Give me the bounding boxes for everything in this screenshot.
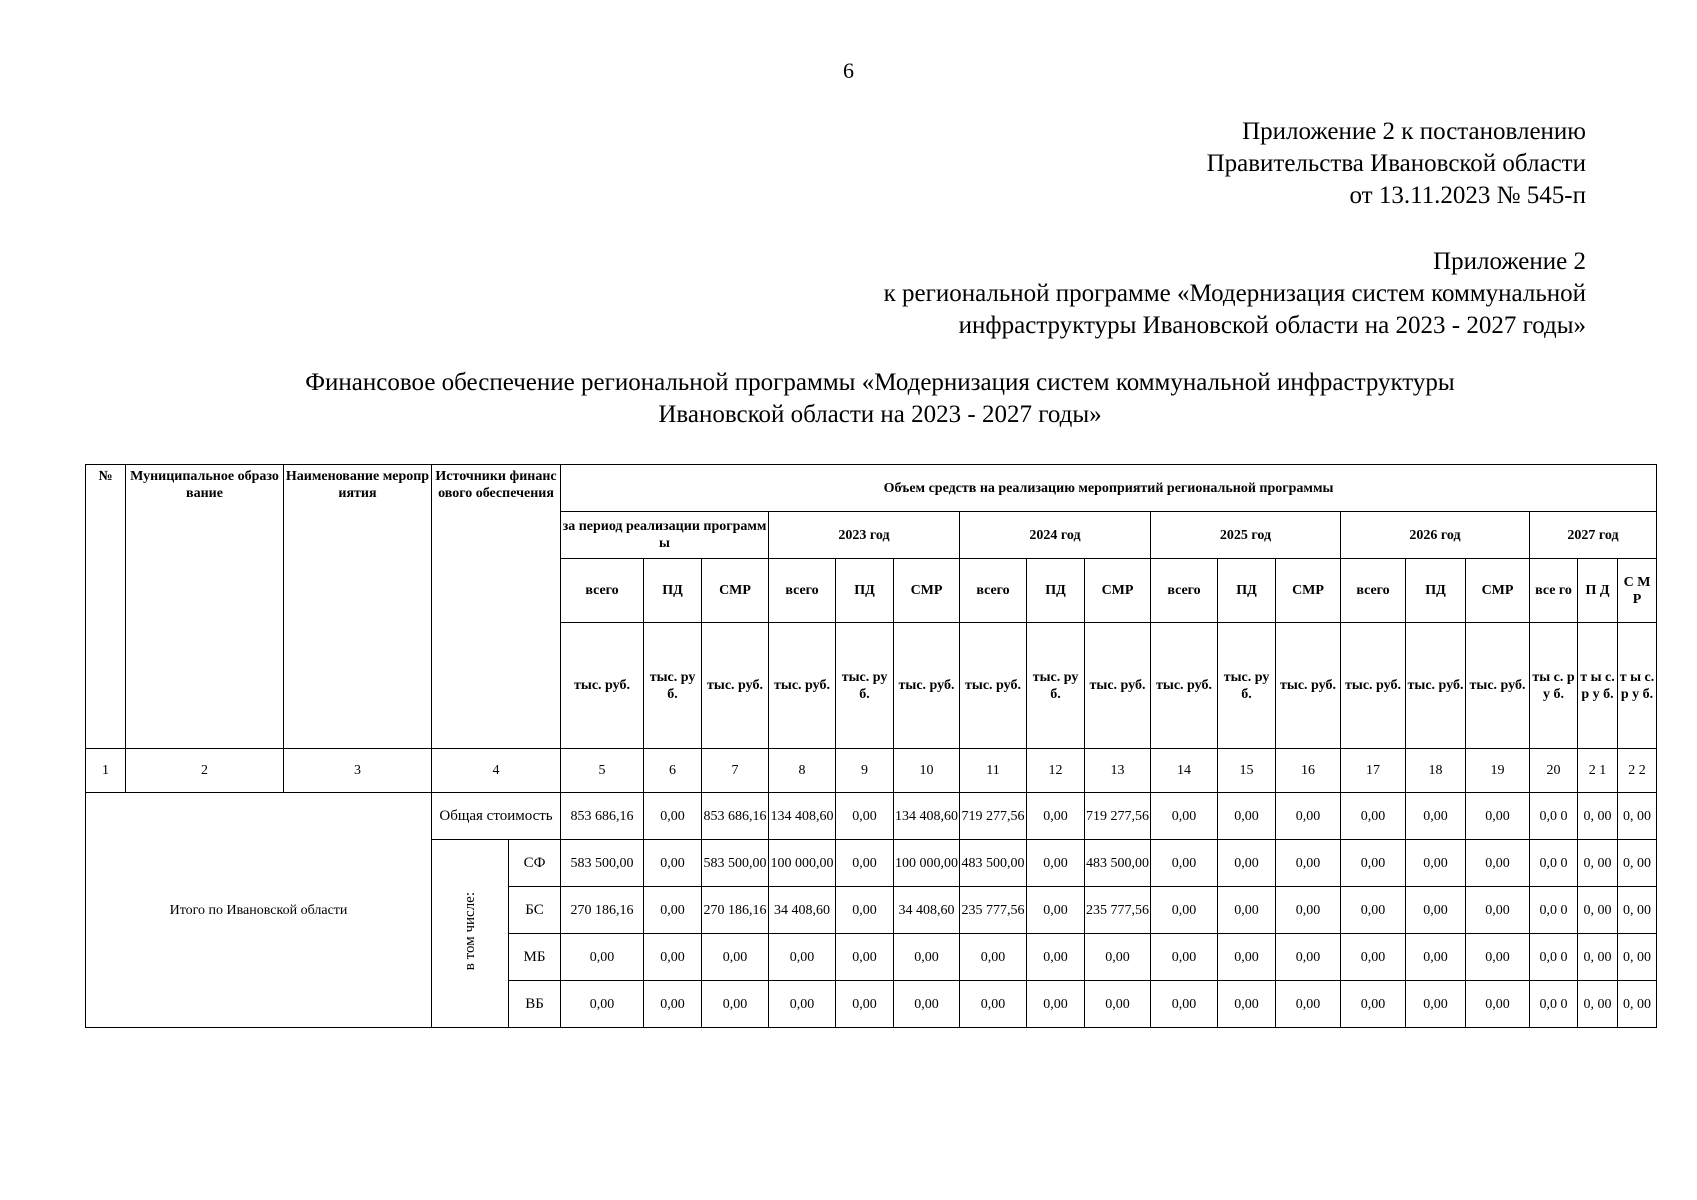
header-unit: тыс. руб. (960, 623, 1027, 749)
header-pd: ПД (1027, 559, 1085, 623)
column-number: 8 (769, 749, 836, 793)
header-unit: тыс. руб. (1151, 623, 1218, 749)
value-cell: 0,00 (1085, 981, 1151, 1028)
header-smr: СМР (1085, 559, 1151, 623)
header-municipality: Муниципальное образование (126, 465, 284, 749)
column-number: 6 (644, 749, 702, 793)
in-that-number-label (432, 840, 509, 1028)
value-cell: 0,00 (1151, 934, 1218, 981)
column-number: 17 (1341, 749, 1406, 793)
value-cell: 0,00 (960, 934, 1027, 981)
column-number: 9 (836, 749, 894, 793)
row-label-vb: ВБ (509, 981, 561, 1028)
header-smr: СМР (894, 559, 960, 623)
header-total: всего (769, 559, 836, 623)
value-cell: 270 186,16 (561, 887, 644, 934)
column-number: 15 (1218, 749, 1276, 793)
appendix-line: Приложение 2 к постановлению (1242, 118, 1586, 145)
value-cell: 0,0 0 (1530, 840, 1578, 887)
appendix-line: инфраструктуры Ивановской области на 2023 - 2027 годы» (958, 312, 1586, 339)
column-number: 3 (284, 749, 432, 793)
value-cell: 100 000,00 (894, 840, 960, 887)
value-cell: 0, 00 (1578, 793, 1618, 840)
value-cell: 0,00 (1218, 887, 1276, 934)
title-line: Ивановской области на 2023 - 2027 годы» (658, 401, 1102, 428)
header-total: всего (561, 559, 644, 623)
column-number: 2 (126, 749, 284, 793)
header-smr: СМР (702, 559, 769, 623)
header-year-2026: 2026 год (1341, 512, 1530, 559)
value-cell: 0,00 (1218, 934, 1276, 981)
value-cell: 583 500,00 (561, 840, 644, 887)
value-cell: 0, 00 (1578, 887, 1618, 934)
value-cell: 0,00 (1466, 934, 1530, 981)
column-number: 10 (894, 749, 960, 793)
column-number: 1 (86, 749, 126, 793)
column-number: 2 2 (1618, 749, 1657, 793)
appendix-line: Приложение 2 (1433, 248, 1586, 275)
value-cell: 0,00 (1276, 887, 1341, 934)
header-pd: ПД (836, 559, 894, 623)
column-number: 16 (1276, 749, 1341, 793)
value-cell: 0,00 (836, 934, 894, 981)
header-unit: тыс. руб. (836, 623, 894, 749)
value-cell: 583 500,00 (702, 840, 769, 887)
value-cell: 719 277,56 (960, 793, 1027, 840)
value-cell: 483 500,00 (960, 840, 1027, 887)
value-cell: 0,00 (836, 887, 894, 934)
value-cell: 0,00 (1151, 981, 1218, 1028)
value-cell: 0,00 (561, 981, 644, 1028)
value-cell: 0,00 (1276, 981, 1341, 1028)
header-unit: тыс. руб. (1276, 623, 1341, 749)
header-unit: тыс. руб. (644, 623, 702, 749)
value-cell: 0,00 (1406, 981, 1466, 1028)
value-cell: 0,00 (1027, 840, 1085, 887)
appendix-line: Правительства Ивановской области (1206, 150, 1586, 177)
header-unit: тыс. руб. (561, 623, 644, 749)
column-number: 4 (432, 749, 561, 793)
header-pd: ПД (644, 559, 702, 623)
appendix-line: к региональной программе «Модернизация систем коммунальной (883, 280, 1586, 307)
value-cell: 0, 00 (1618, 981, 1657, 1028)
value-cell: 0,00 (1466, 793, 1530, 840)
value-cell: 0, 00 (1578, 934, 1618, 981)
column-number: 5 (561, 749, 644, 793)
table-row (86, 793, 1657, 840)
header-year-2027: 2027 год (1530, 512, 1657, 559)
header-number: № (86, 465, 126, 749)
region-total-label: Итого по Ивановской области (86, 793, 432, 1028)
value-cell: 0,00 (836, 793, 894, 840)
value-cell: 0,00 (1406, 840, 1466, 887)
value-cell: 0,00 (644, 793, 702, 840)
column-number: 12 (1027, 749, 1085, 793)
value-cell: 0,00 (702, 981, 769, 1028)
column-number: 2 1 (1578, 749, 1618, 793)
value-cell: 0,00 (644, 887, 702, 934)
header-volume: Объем средств на реализацию мероприятий региональной программы (561, 465, 1657, 512)
header-unit: тыс. руб. (1466, 623, 1530, 749)
value-cell: 0,00 (1406, 887, 1466, 934)
value-cell: 134 408,60 (894, 793, 960, 840)
header-unit: тыс. руб. (702, 623, 769, 749)
row-label-total-cost: Общая стоимость (432, 793, 561, 840)
header-total-2027: все го (1530, 559, 1578, 623)
header-year-2024: 2024 год (960, 512, 1151, 559)
value-cell: 0,00 (1085, 934, 1151, 981)
header-unit: тыс. руб. (1027, 623, 1085, 749)
value-cell: 0,00 (644, 934, 702, 981)
header-pd: ПД (1406, 559, 1466, 623)
value-cell: 0,00 (1341, 981, 1406, 1028)
value-cell: 0,00 (1151, 887, 1218, 934)
header-smr-2027: С М Р (1618, 559, 1657, 623)
appendix-line: от 13.11.2023 № 545-п (1349, 182, 1586, 209)
header-total: всего (960, 559, 1027, 623)
value-cell: 0,00 (1218, 840, 1276, 887)
value-cell: 0,00 (644, 840, 702, 887)
header-total: всего (1151, 559, 1218, 623)
value-cell: 270 186,16 (702, 887, 769, 934)
value-cell: 0,00 (1406, 934, 1466, 981)
value-cell: 719 277,56 (1085, 793, 1151, 840)
value-cell: 0,00 (836, 981, 894, 1028)
column-number: 7 (702, 749, 769, 793)
value-cell: 0,00 (836, 840, 894, 887)
value-cell: 0,00 (894, 981, 960, 1028)
header-year-2025: 2025 год (1151, 512, 1341, 559)
value-cell: 0,00 (1276, 840, 1341, 887)
header-unit-2027: т ы с. р у б. (1618, 623, 1657, 749)
column-number: 13 (1085, 749, 1151, 793)
row-label-sf: СФ (509, 840, 561, 887)
row-label-mb: МБ (509, 934, 561, 981)
value-cell: 0,00 (1341, 793, 1406, 840)
header-total: всего (1341, 559, 1406, 623)
value-cell: 853 686,16 (702, 793, 769, 840)
value-cell: 0,00 (769, 981, 836, 1028)
header-pd-2027: П Д (1578, 559, 1618, 623)
header-unit: тыс. руб. (1085, 623, 1151, 749)
header-measure: Наименование мероприятия (284, 465, 432, 749)
header-unit-2027: ты с. ру б. (1530, 623, 1578, 749)
header-smr: СМР (1466, 559, 1530, 623)
column-number: 14 (1151, 749, 1218, 793)
value-cell: 0,00 (960, 981, 1027, 1028)
value-cell: 0,00 (1466, 840, 1530, 887)
header-unit: тыс. руб. (894, 623, 960, 749)
value-cell: 235 777,56 (960, 887, 1027, 934)
row-label-bs: БС (509, 887, 561, 934)
header-year-2023: 2023 год (769, 512, 960, 559)
value-cell: 34 408,60 (894, 887, 960, 934)
value-cell: 0,00 (702, 934, 769, 981)
value-cell: 0,00 (1276, 934, 1341, 981)
value-cell: 0,00 (561, 934, 644, 981)
value-cell: 0,00 (1276, 793, 1341, 840)
value-cell: 0,00 (1027, 887, 1085, 934)
value-cell: 0, 00 (1618, 793, 1657, 840)
value-cell: 0,0 0 (1530, 887, 1578, 934)
value-cell: 0,0 0 (1530, 934, 1578, 981)
value-cell: 0,00 (1027, 934, 1085, 981)
value-cell: 0,00 (1466, 981, 1530, 1028)
header-period-total: за период реализации программы (561, 512, 769, 559)
column-number: 11 (960, 749, 1027, 793)
value-cell: 0,00 (1218, 981, 1276, 1028)
value-cell: 0,00 (894, 934, 960, 981)
header-unit: тыс. руб. (1406, 623, 1466, 749)
header-unit: тыс. руб. (1218, 623, 1276, 749)
value-cell: 0,00 (1151, 793, 1218, 840)
value-cell: 0,00 (1027, 981, 1085, 1028)
header-smr: СМР (1276, 559, 1341, 623)
value-cell: 0,00 (769, 934, 836, 981)
page-number: 6 (843, 58, 854, 83)
header-unit: тыс. руб. (769, 623, 836, 749)
value-cell: 0,00 (1027, 793, 1085, 840)
value-cell: 853 686,16 (561, 793, 644, 840)
header-pd: ПД (1218, 559, 1276, 623)
column-number: 18 (1406, 749, 1466, 793)
value-cell: 0,0 0 (1530, 981, 1578, 1028)
value-cell: 0,00 (1151, 840, 1218, 887)
value-cell: 0,00 (1218, 793, 1276, 840)
value-cell: 34 408,60 (769, 887, 836, 934)
header-unit: тыс. руб. (1341, 623, 1406, 749)
value-cell: 0,0 0 (1530, 793, 1578, 840)
column-number: 19 (1466, 749, 1530, 793)
value-cell: 0,00 (1341, 840, 1406, 887)
value-cell: 0, 00 (1618, 840, 1657, 887)
value-cell: 0,00 (1341, 887, 1406, 934)
value-cell: 0,00 (1341, 934, 1406, 981)
financing-table (85, 464, 1657, 1028)
value-cell: 100 000,00 (769, 840, 836, 887)
value-cell: 0,00 (1406, 793, 1466, 840)
column-number: 20 (1530, 749, 1578, 793)
value-cell: 0, 00 (1618, 887, 1657, 934)
value-cell: 483 500,00 (1085, 840, 1151, 887)
in-that-number-text: в том числе: (461, 891, 478, 971)
value-cell: 0, 00 (1578, 840, 1618, 887)
value-cell: 235 777,56 (1085, 887, 1151, 934)
header-unit-2027: т ы с. р у б. (1578, 623, 1618, 749)
document-title (180, 367, 1580, 431)
appendix-to-resolution (1207, 116, 1586, 212)
value-cell: 0,00 (1466, 887, 1530, 934)
value-cell: 0, 00 (1578, 981, 1618, 1028)
title-line: Финансовое обеспечение региональной программы «Модернизация систем коммунальной инфраструктуры (305, 369, 1455, 396)
value-cell: 0,00 (644, 981, 702, 1028)
appendix-to-program (884, 246, 1586, 342)
value-cell: 134 408,60 (769, 793, 836, 840)
header-sources: Источники финансового обеспечения (432, 465, 561, 749)
value-cell: 0, 00 (1618, 934, 1657, 981)
